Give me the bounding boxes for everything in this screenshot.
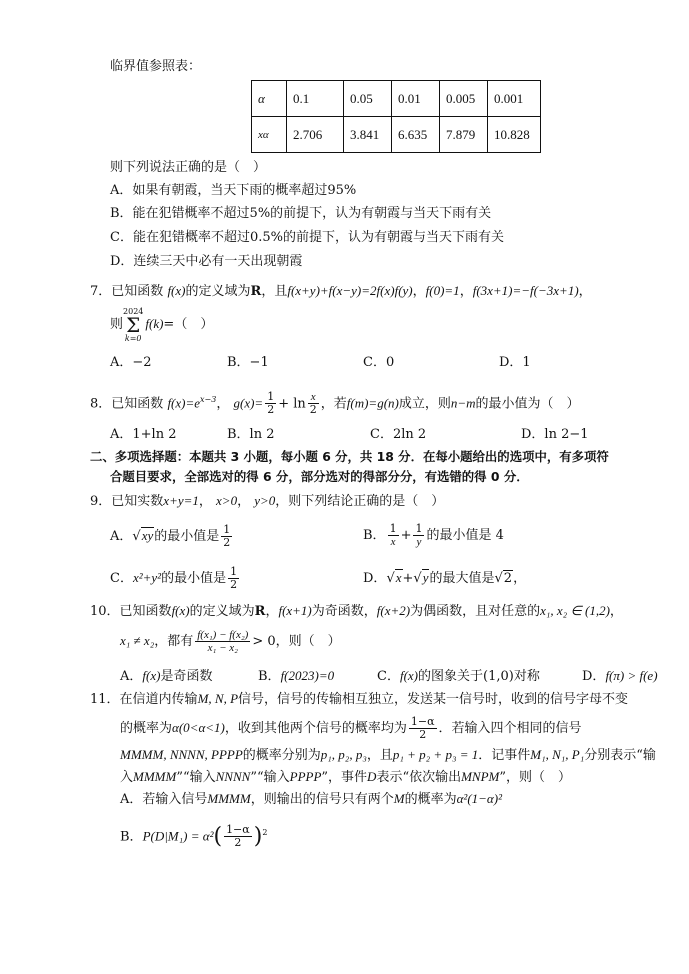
q10-option-b: B．f(2023)=0 [258, 668, 335, 684]
q11-line4: 入MMMM”“输入NNNN”“输入PPPP”，事件D表示“依次输出MNPM”，则（ ） [120, 769, 572, 785]
q7-option-a: A．−2 [110, 355, 152, 370]
table-row-alpha [252, 81, 541, 117]
q10-option-c: C．f(x)的图象关于(1,0)对称 [377, 668, 540, 684]
q11-line1: 11．在信道内传输M, N, P信号，信号的传输相互独立，发送某一信号时，收到的信号字母不变 [90, 691, 629, 707]
table-cell: 0.001 [488, 81, 541, 117]
section-heading: 二、多项选择题：本题共 3 小题，每小题 6 分，共 18 分．在每小题给出的选项中，有多项符 [90, 449, 609, 464]
table-cell: 10.828 [488, 117, 541, 153]
q7-stem: 7．已知函数 f(x)的定义域为R，且f(x+y)+f(x−y)=2f(x)f(y)，f(0)=1，f(3x+1)=−f(−3x+1)， [90, 283, 592, 299]
radical: xy [141, 528, 154, 543]
table-cell: xα [252, 117, 287, 153]
q8-text: 成立，则 [398, 396, 451, 412]
q8-number: 8． [90, 396, 112, 412]
q8-option-d: D．ln 2−1 [521, 427, 589, 442]
q9-number: 9． [90, 494, 112, 509]
q8-text: 已知函数 [111, 396, 164, 412]
q8-nm: n−m [450, 395, 476, 411]
q7-sum-prefix: 则 [110, 317, 124, 332]
section-heading-cont: 合题目要求，全部选对的得 6 分，部分选对的得部分分，有选错的得 0 分． [110, 469, 529, 484]
q8-option-b: B．ln 2 [227, 427, 275, 442]
table-cell: 0.05 [344, 81, 392, 117]
q9-c3: y>0 [254, 493, 276, 508]
fraction: $\frac{1}{2}$ [223, 523, 231, 549]
q8-g: g(x)= [233, 395, 264, 411]
q6-option-d: D．连续三天中必有一天出现朝霞 [110, 254, 303, 269]
fraction: $\frac{1}{2}$ [230, 565, 238, 591]
q9-c1: x+y=1 [163, 493, 199, 508]
table-cell: 3.841 [344, 117, 392, 153]
fraction: $\frac{\text{f(x₁) − f(x₂)}}{\text{x₁ − x₂}}$ [197, 629, 249, 654]
q8-f: f(x)=e [167, 395, 201, 411]
q6-option-a: A．如果有朝霞，当天下雨的概率超过95% [110, 183, 357, 198]
table-cell: α [252, 81, 287, 117]
table-cell: 0.005 [440, 81, 488, 117]
q8-g-mid: + ln [278, 396, 306, 412]
q9-text: 已知实数 [111, 494, 164, 509]
q7-text: 的定义域为 [185, 284, 251, 299]
table-cell: 0.01 [392, 81, 440, 117]
q7-sum-term: f(k) [145, 316, 164, 331]
fraction: $\frac{1-\alpha}{2}$ [410, 715, 435, 741]
fraction: $\frac{1}{y}$ [415, 522, 423, 548]
q7-eq2: f(0)=1 [425, 283, 460, 298]
q11-option-b: B．P(D|M₁) = α²( $\frac{1-\alpha}{2}$ )$^2$ [120, 823, 268, 850]
q7-fx: f(x) [167, 283, 186, 298]
table-caption: 临界值参照表： [110, 59, 202, 74]
q10-stem: 10．已知函数f(x)的定义域为R，f(x+1)为奇函数，f(x+2)为偶函数，且对任意的x₁, x₂ ∈ (1,2)， [90, 603, 623, 619]
table-cell: 6.635 [392, 117, 440, 153]
q6-option-b: B．能在犯错概率不超过5%的前提下，认为有朝霞与当天下雨有关 [110, 206, 492, 221]
q8-f-exponent: x−3 [200, 395, 217, 404]
q7-option-b: B．−1 [227, 355, 269, 370]
q7-sum-line [110, 306, 213, 343]
q9-option-c: C．x²+y²的最小值是 $\frac{1}{2}$ [110, 565, 238, 591]
q11-line3: MMMM, NNNN, PPPP的概率分别为p₁, p₂, p₃，且p₁ + p₂ + p₃ = 1．记事件M₁, N₁, P₁分别表示“输 [120, 747, 656, 763]
q10-condition: x₁ ≠ x₂，都有 $\frac{\text{f(x₁) − f(x₂)}}{\text{x₁ − x₂}}$ > 0，则（ ） [120, 629, 341, 654]
summation-symbol: 2024 Σ k=0 [123, 306, 144, 343]
fraction: $\frac{x}{2}$ [309, 391, 317, 417]
table-cell: 0.1 [287, 81, 344, 117]
q11-line2: 的概率为α(0<α<1)，收到其他两个信号的概率均为 $\frac{1-\alpha}{2}$ ．若输入四个相同的信号 [120, 715, 582, 741]
q7-number: 7． [90, 284, 112, 299]
q8-text: 的最小值为（ ） [475, 396, 580, 412]
fraction: $\frac{1-\alpha}{2}$ [226, 823, 250, 850]
critical-value-table [251, 80, 541, 153]
q7-eq1: f(x+y)+f(x−y)=2f(x)f(y) [287, 283, 413, 298]
q8-stem: 8．已知函数 $f(x)=e^{x-3}$， g(x)= $\frac{1}{2}$ + ln $\frac{x}{2}$ ，若f(m)=g(n)成立，则n−m的最小值为（ ） [90, 390, 580, 417]
table-cell: 2.706 [287, 117, 344, 153]
q9-option-a: A．√xy的最小值是 $\frac{1}{2}$ [110, 523, 231, 549]
q10-option-d: D．f(π) > f(e) [582, 668, 658, 684]
q7-sum-suffix: =（ ） [163, 317, 214, 332]
q9-text: ，则下列结论正确的是（ ） [275, 494, 445, 509]
q6-option-c: C．能在犯错概率不超过0.5%的前提下，认为有朝霞与当天下雨有关 [110, 230, 504, 245]
q11-option-a: A．若输入信号MMMM，则输出的信号只有两个M的概率为α²(1−α)² [120, 791, 502, 807]
q9-option-d: D．√x+√y的最大值是√2， [363, 570, 527, 586]
q7-option-d: D．1 [499, 355, 531, 370]
fraction: $\frac{1}{2}$ [267, 390, 275, 417]
q10-option-a: A．f(x)是奇函数 [120, 668, 213, 684]
fraction: $\frac{1}{x}$ [389, 522, 397, 548]
q8-option-a: A．1+ln 2 [110, 427, 177, 442]
q9-stem: 9．已知实数x+y=1， x>0， y>0，则下列结论正确的是（ ） [90, 493, 445, 509]
q6-stem: 则下列说法正确的是（ ） [110, 160, 267, 175]
q7-real-set: R [250, 284, 262, 299]
q8-cond: f(m)=g(n) [346, 395, 399, 411]
q8-text: ，若 [320, 396, 347, 412]
q7-text: 已知函数 [111, 284, 164, 299]
q8-option-c: C．2ln 2 [370, 427, 427, 442]
q7-eq3: f(3x+1)=−f(−3x+1) [472, 283, 579, 298]
q7-text: ，且 [261, 284, 288, 299]
table-cell: 7.879 [440, 117, 488, 153]
q7-option-c: C．0 [363, 355, 395, 370]
table-row-x [252, 117, 541, 153]
q9-option-b: B． $\frac{1}{x}$ + $\frac{1}{y}$ 的最小值是 4 [363, 522, 504, 548]
q9-c2: x>0 [216, 493, 238, 508]
